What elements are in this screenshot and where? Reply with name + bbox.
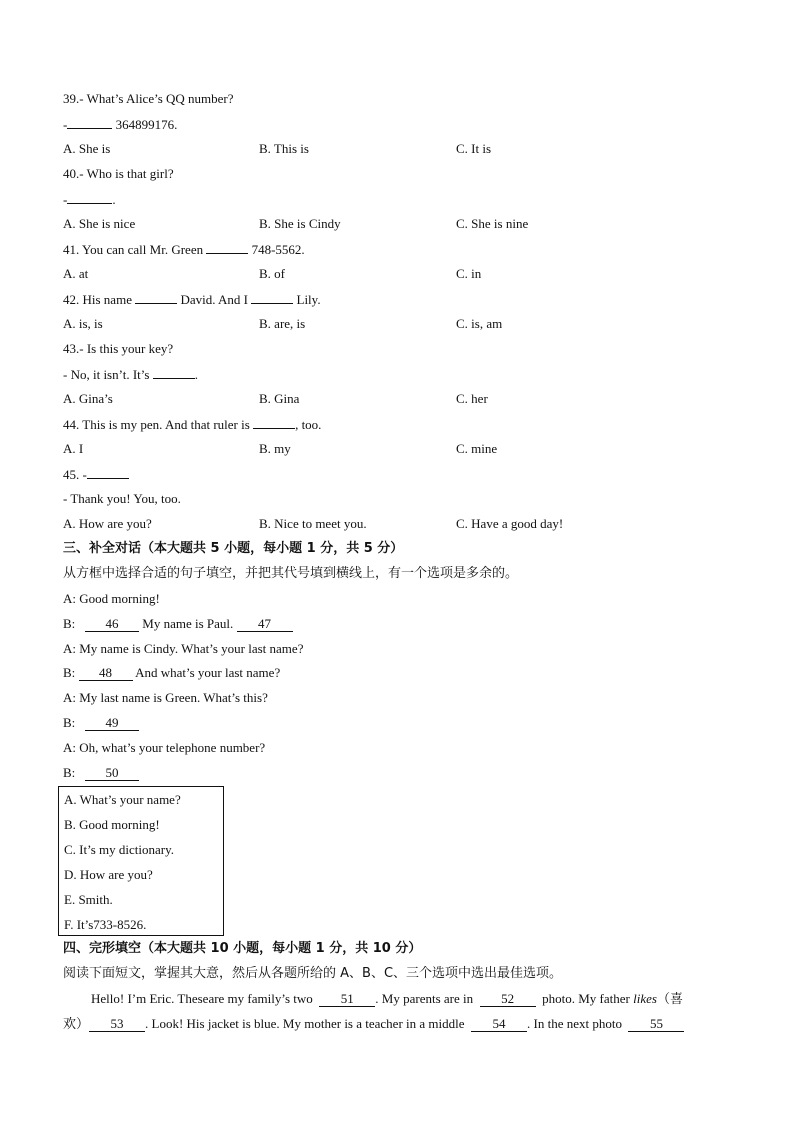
- q39-option-a: A. She is: [63, 141, 111, 156]
- question-text: 44. This is my pen. And that ruler is: [63, 417, 250, 432]
- q45-option-a: A. How are you?: [63, 516, 152, 531]
- box-option-e: E. Smith.: [64, 892, 113, 907]
- answer-blank: [67, 116, 112, 129]
- answer-blank: [253, 416, 295, 429]
- answer-suffix: .: [112, 192, 116, 207]
- blank-49: 49: [85, 716, 139, 731]
- dialog-line-2: [63, 616, 293, 632]
- answer-blank: [153, 366, 195, 379]
- q43-answer-line: [63, 366, 198, 382]
- question-text: 748-5562.: [248, 242, 305, 257]
- dialog-line-8: [63, 765, 139, 781]
- blank-54: 54: [471, 1017, 527, 1032]
- q44-option-a: A. I: [63, 441, 84, 456]
- dialog-line-5: A: My last name is Green. What’s this?: [63, 690, 268, 705]
- q43-option-a: A. Gina’s: [63, 391, 113, 406]
- q42-option-a: A. is, is: [63, 316, 103, 331]
- q45-option-c: C. Have a good day!: [456, 516, 564, 531]
- box-option-a: A. What’s your name?: [64, 792, 181, 807]
- passage-text: . In the next photo: [527, 1016, 622, 1031]
- blank-47: 47: [237, 617, 293, 632]
- dash: -: [63, 192, 68, 207]
- passage-text: . Look! His jacket is blue. My mother is a teacher in a middle: [145, 1016, 465, 1031]
- blank-48: 48: [79, 666, 133, 681]
- speaker-label: B:: [63, 616, 76, 631]
- answer-suffix: 364899176.: [112, 117, 178, 132]
- q40-option-b: B. She is Cindy: [259, 216, 341, 231]
- passage-line-2: [63, 1016, 684, 1032]
- section4-title: 四、完形填空（本大题共 10 小题，每小题 1 分，共 10 分）: [63, 941, 422, 956]
- question-text: , too.: [295, 417, 322, 432]
- section4-instruction: 阅读下面短文，掌握其大意，然后从各题所给的 A、B、C、三个选项中选出最佳选项。: [63, 966, 563, 981]
- q40-answer-line: [63, 191, 116, 207]
- blank-51: 51: [319, 992, 375, 1007]
- answer-blank: [67, 191, 112, 204]
- passage-text: photo. My father: [538, 991, 634, 1006]
- blank-53: 53: [89, 1017, 145, 1032]
- passage-text: Hello! I’m Eric. Theseare my family’s two: [91, 991, 313, 1006]
- answer-text: - No, it isn’t. It’s: [63, 367, 150, 382]
- options-box: [58, 786, 224, 936]
- q40-option-c: C. She is nine: [456, 216, 529, 231]
- question-text: 42. His name: [63, 292, 132, 307]
- q42-option-b: B. are, is: [259, 316, 306, 331]
- question-text: 45. -: [63, 467, 87, 482]
- answer-blank: [206, 241, 248, 254]
- q44-question: [63, 416, 321, 432]
- answer-blank: [87, 466, 129, 479]
- q39-question: 39.- What’s Alice’s QQ number?: [63, 91, 234, 106]
- q44-option-b: B. my: [259, 441, 291, 456]
- section3-instruction: 从方框中选择合适的句子填空，并把其代号填到横线上，有一个选项是多余的。: [63, 566, 519, 581]
- answer-blank: [251, 291, 293, 304]
- dialog-line-1: A: Good morning!: [63, 591, 160, 606]
- q41-option-b: B. of: [259, 266, 285, 281]
- box-option-b: B. Good morning!: [64, 817, 160, 832]
- passage-text: （喜: [656, 992, 683, 1007]
- q39-option-c: C. It is: [456, 141, 492, 156]
- box-option-f: F. It’s733-8526.: [64, 917, 147, 932]
- dialog-text: And what’s your last name?: [132, 665, 281, 680]
- question-text: Lily.: [293, 292, 321, 307]
- q42-question: [63, 291, 321, 307]
- blank-52: 52: [480, 992, 536, 1007]
- passage-text: 欢）: [63, 1017, 90, 1032]
- q41-option-a: A. at: [63, 266, 89, 281]
- q40-option-a: A. She is nice: [63, 216, 136, 231]
- blank-50: 50: [85, 766, 139, 781]
- dialog-line-4: [63, 665, 280, 681]
- speaker-label: B:: [63, 765, 76, 780]
- q41-option-c: C. in: [456, 266, 482, 281]
- speaker-label: B:: [63, 665, 76, 680]
- q39-option-b: B. This is: [259, 141, 309, 156]
- dialog-text: My name is Paul.: [139, 616, 234, 631]
- speaker-label: B:: [63, 715, 76, 730]
- question-text: 41. You can call Mr. Green: [63, 242, 204, 257]
- q45-option-b: B. Nice to meet you.: [259, 516, 367, 531]
- q45-question: [63, 466, 129, 482]
- q39-answer-line: [63, 116, 177, 132]
- question-text: David. And I: [177, 292, 248, 307]
- answer-blank: [135, 291, 177, 304]
- dialog-line-6: [63, 715, 139, 731]
- q43-question: 43.- Is this your key?: [63, 341, 174, 356]
- q43-option-b: B. Gina: [259, 391, 300, 406]
- dialog-line-7: A: Oh, what’s your telephone number?: [63, 740, 266, 755]
- blank-46: 46: [85, 617, 139, 632]
- q45-reply: - Thank you! You, too.: [63, 491, 181, 506]
- passage-line-1: [91, 991, 683, 1007]
- box-option-d: D. How are you?: [64, 867, 153, 882]
- q43-option-c: C. her: [456, 391, 488, 406]
- section3-title: 三、补全对话（本大题共 5 小题，每小题 1 分，共 5 分）: [63, 541, 404, 556]
- q40-question: 40.- Who is that girl?: [63, 166, 174, 181]
- passage-text: . My parents are in: [375, 991, 474, 1006]
- q44-option-c: C. mine: [456, 441, 498, 456]
- box-option-c: C. It’s my dictionary.: [64, 842, 175, 857]
- dialog-line-3: A: My name is Cindy. What’s your last name?: [63, 641, 304, 656]
- q42-option-c: C. is, am: [456, 316, 503, 331]
- blank-55: 55: [628, 1017, 684, 1032]
- dash: -: [63, 117, 68, 132]
- q41-question: [63, 241, 305, 257]
- answer-text: .: [194, 367, 198, 382]
- passage-italic-word: likes: [633, 991, 657, 1006]
